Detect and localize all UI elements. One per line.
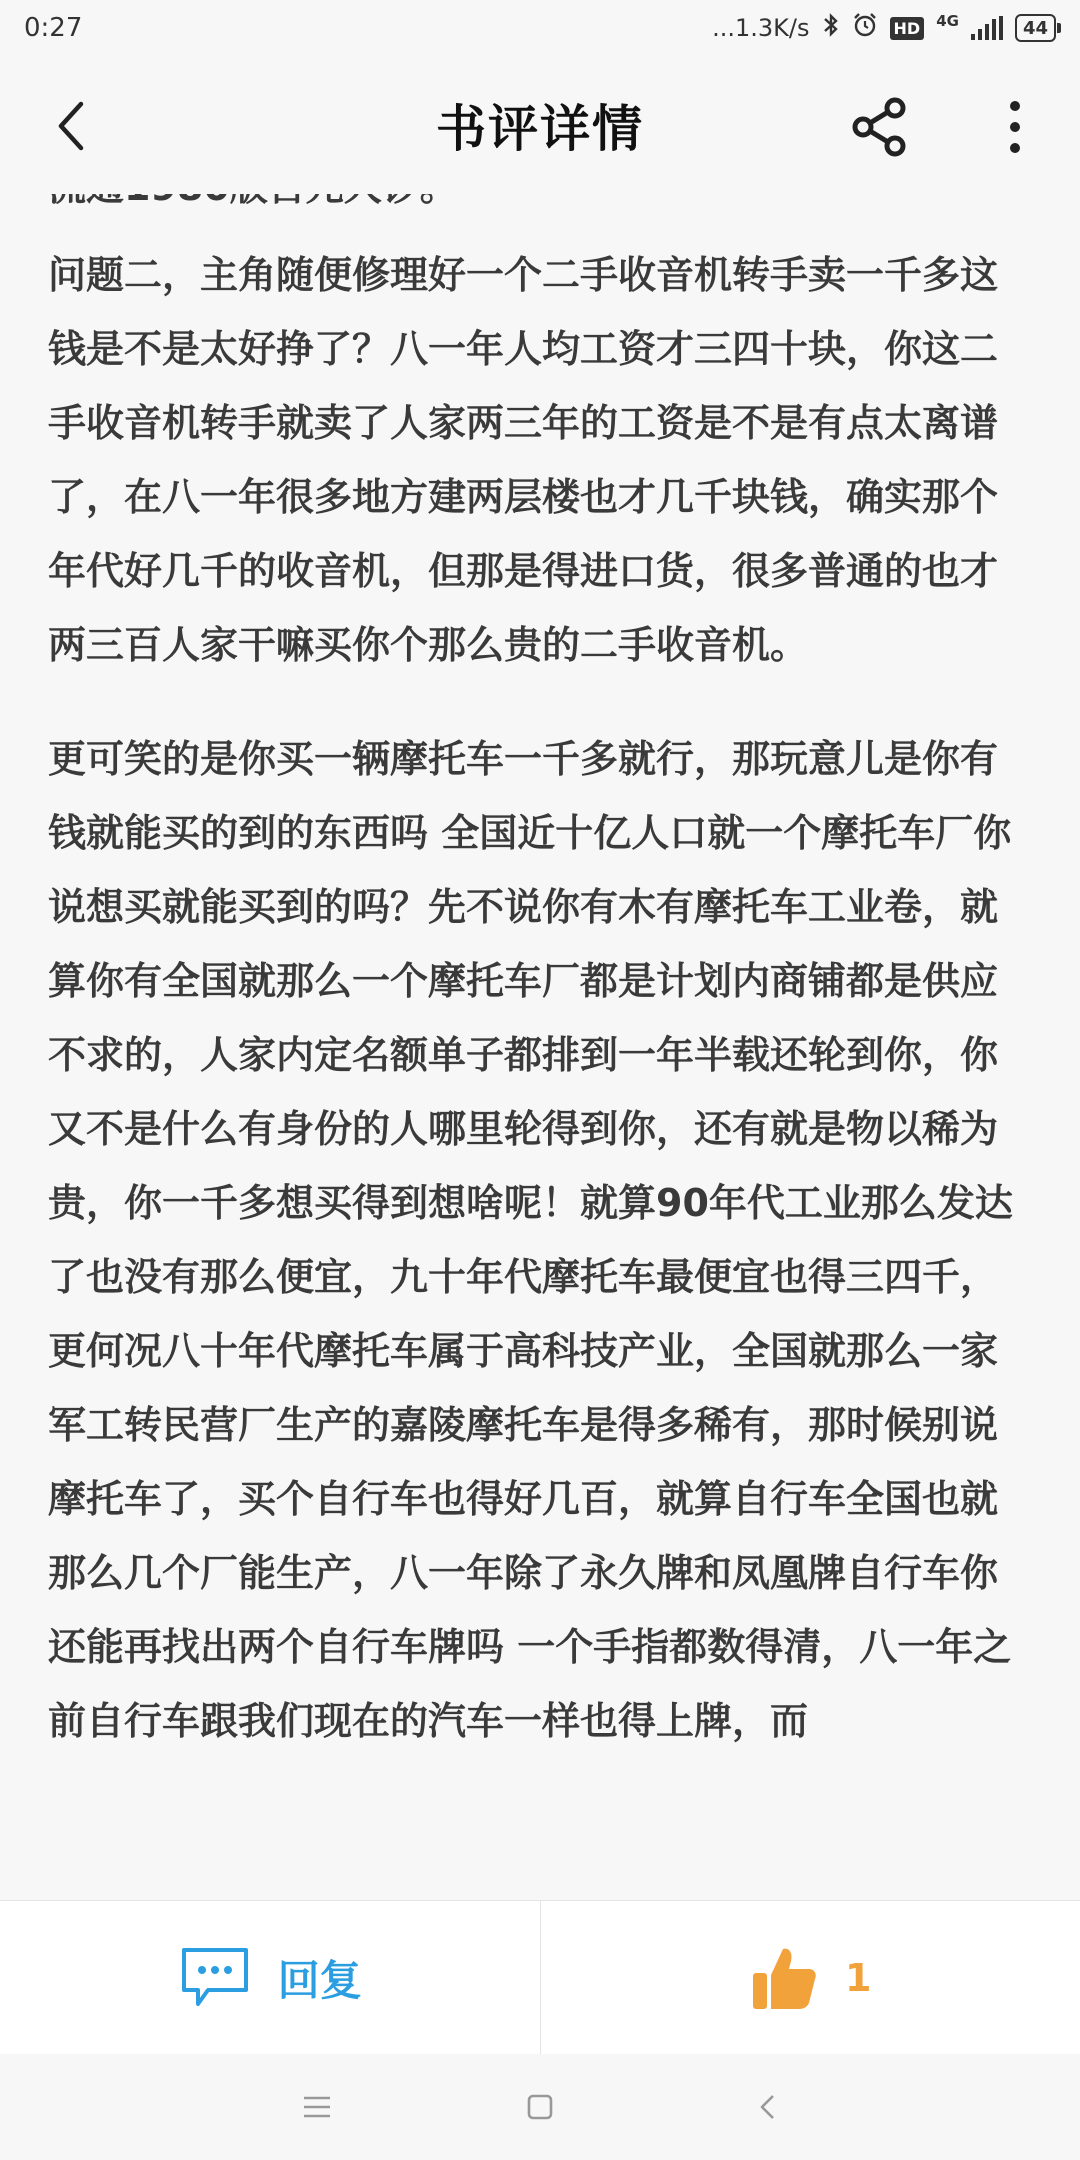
back-button[interactable] [40, 96, 100, 156]
status-bar [0, 0, 1080, 56]
bottom-action-bar [0, 1900, 1080, 2055]
review-paragraph-2: 更可笑的是你买一辆摩托车一千多就行，那玩意儿是你有钱就能买的到的东西吗 全国近十亿人口就一个摩托车厂你说想买就能买到的吗？先不说你有木有摩托车工业卷，就算你有全国就那么一个摩托车厂都是计划内商铺都是供应不求的，人家内定名额单子都排到一年半载还轮到你，你又不是什么有身份的人哪里轮得到你，还有就是物以稀为贵，你一千多想买得到想啥呢！就算90年代工业那么发达了也没有那么便宜，九十年代摩托车最便宜也得三四千，更何况八十年代摩托车属于高科技产业，全国就那么一家军工转民营厂生产的嘉陵摩托车是得多稀有，那时候别说摩托车了，买个自行车也得好几百，就算自行车全国也就那么几个厂能生产，八一年除了永久牌和凤凰牌自行车你还能再找出两个自行车牌吗 一个手指都数得清，八一年之前自行车跟我们现在的汽车一样也得上牌，而 [48, 737, 1013, 1743]
page-title: 书评详情 [436, 100, 644, 158]
reply-button[interactable] [0, 1901, 540, 2055]
network-type: 4G [936, 12, 959, 30]
status-icons [712, 12, 1056, 44]
system-nav-bar [0, 2054, 1080, 2160]
share-icon [849, 96, 911, 158]
back-triangle-icon [757, 2093, 777, 2121]
back-arrow-icon [55, 100, 85, 152]
home-square-icon [526, 2093, 554, 2121]
back-nav-button[interactable] [742, 2082, 792, 2132]
review-body [48, 175, 1032, 1798]
review-paragraph-1: 问题二，主角随便修理好一个二手收音机转手卖一千多这钱是不是太好挣了？八一年人均工资才三四十块，你这二手收音机转手就卖了人家两三年的工资是不是有点太离谱了，在八一年很多地方建两层楼也才几千块钱，确实那个年代好几千的收音机，但那是得进口货，很多普通的也才两三百人家干嘛买你个那么贵的二手收音机。 [48, 253, 999, 667]
home-nav-button[interactable] [515, 2082, 565, 2132]
status-time: 0:27 [24, 13, 83, 43]
comment-bubble-icon [178, 1946, 252, 2010]
reply-label: 回复 [277, 1956, 362, 2005]
share-button[interactable] [845, 92, 915, 162]
like-count: 1 [845, 1956, 872, 2000]
battery-icon [1015, 14, 1056, 42]
like-button[interactable] [541, 1901, 1080, 2055]
thumbs-up-icon [749, 1943, 819, 2013]
more-options-button[interactable] [985, 92, 1045, 162]
signal-icon [971, 16, 1003, 40]
hd-badge: HD [890, 17, 925, 40]
more-vertical-icon [1008, 99, 1022, 155]
app-bar [0, 56, 1080, 194]
menu-nav-button[interactable] [292, 2082, 342, 2132]
review-content[interactable] [0, 175, 1080, 1900]
alarm-icon [852, 12, 878, 44]
battery-level: 44 [1022, 17, 1048, 39]
menu-icon [302, 2095, 332, 2119]
network-speed: ...1.3K/s [712, 14, 810, 42]
bluetooth-icon [822, 12, 840, 44]
